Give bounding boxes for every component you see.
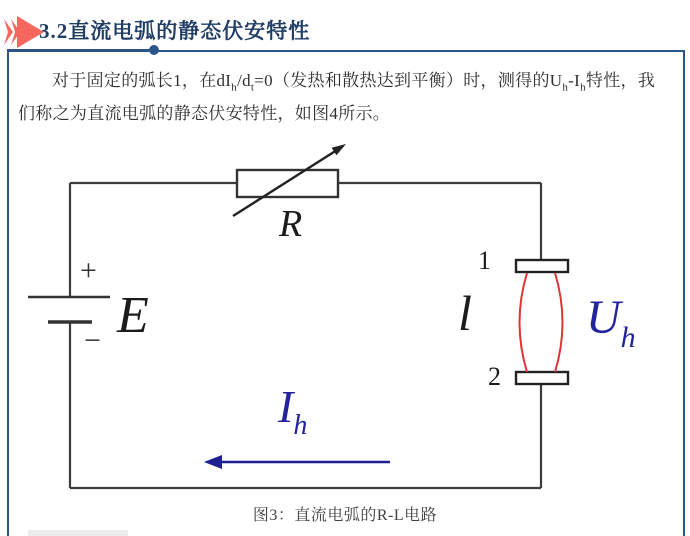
subscript-h: h <box>231 81 238 94</box>
current-label <box>278 380 308 441</box>
electrode-bottom <box>516 372 568 384</box>
arc-voltage-label <box>586 290 636 354</box>
arc-length-label: l <box>458 285 472 341</box>
subscript-h: h <box>580 81 586 94</box>
plus-sign: + <box>80 254 97 287</box>
current-sub: h <box>293 410 308 441</box>
battery-source <box>28 297 110 322</box>
arc-voltage-main: U <box>586 291 621 344</box>
electrode-bottom-label: 2 <box>488 362 501 391</box>
resistor-arrow-head <box>332 144 346 155</box>
page-title: 3.2直流电弧的静态伏安特性 <box>39 19 311 43</box>
figure-caption: 图3：直流电弧的R-L电路 <box>252 507 438 524</box>
para-text: =0（发热和散热达到平衡）时，测得的U <box>254 71 563 90</box>
para-text: /d <box>237 71 251 90</box>
current-arrow-head <box>204 455 222 469</box>
resistor-label: R <box>279 203 303 245</box>
para-text: -I <box>568 71 581 90</box>
arc-flame-right <box>555 273 563 372</box>
subscript-t: t <box>250 81 255 94</box>
bottom-edge-bar <box>28 530 128 536</box>
source-label: E <box>117 287 149 344</box>
electrode-top <box>516 260 568 272</box>
subscript-h: h <box>562 81 569 94</box>
para-text: 对于固定的弧长1，在dI <box>52 71 232 90</box>
para-text: 特性，我们称之为直流电弧的静态伏安特性，如图4所示。 <box>18 71 656 123</box>
current-arrow <box>204 455 390 469</box>
minus-sign: − <box>84 324 101 357</box>
arc-gap <box>516 260 568 384</box>
current-main: I <box>278 381 294 432</box>
arc-voltage-sub: h <box>620 321 636 354</box>
electrode-top-label: 1 <box>478 246 491 275</box>
arc-flame-left <box>520 273 528 372</box>
